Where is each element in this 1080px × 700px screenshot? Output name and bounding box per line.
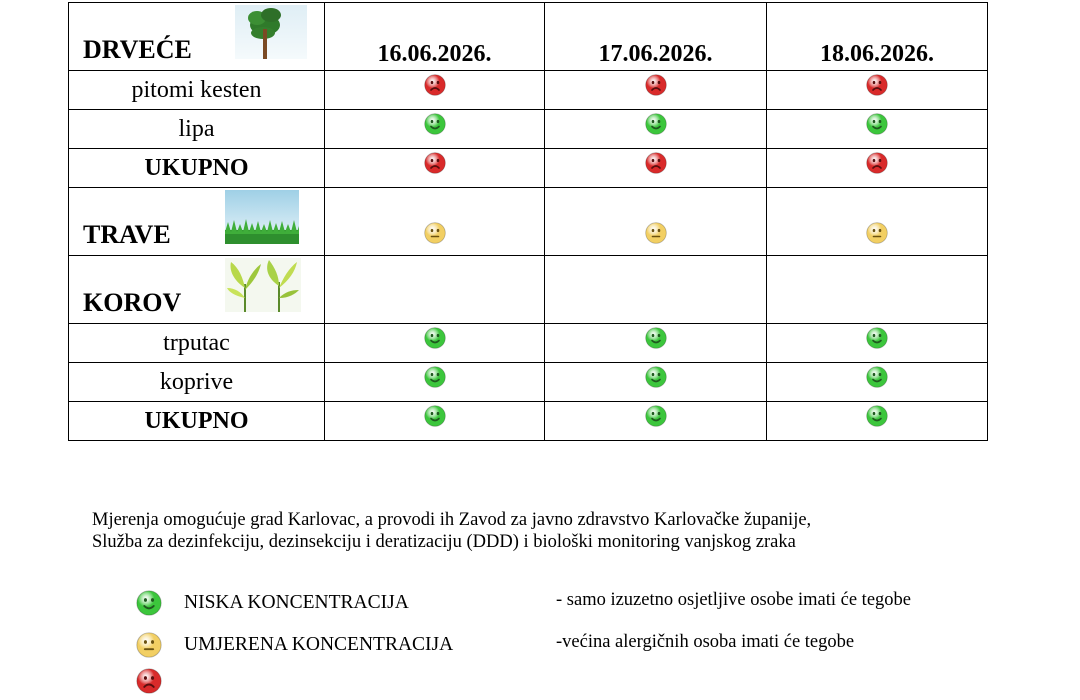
green-smiley-icon [866,366,888,388]
level-cell [545,149,767,188]
total-row-label: UKUPNO [69,402,325,441]
total-row-label: UKUPNO [69,149,325,188]
red-sad-face-icon [136,668,162,694]
pollen-table [68,2,988,441]
plant-row-label: lipa [69,110,325,149]
date-header-3: 18.06.2026. [767,3,988,71]
green-smiley-icon [424,405,446,427]
green-smiley-icon [424,366,446,388]
plant-row-label: koprive [69,363,325,402]
yellow-neutral-face-icon [866,222,888,244]
level-cell [325,71,545,110]
date-header-1: 16.06.2026. [325,3,545,71]
green-smiley-icon [866,405,888,427]
plant-row-label: trputac [69,324,325,363]
green-smiley-icon [645,405,667,427]
level-cell [545,71,767,110]
level-cell [325,363,545,402]
level-cell [767,149,988,188]
level-cell [325,188,545,256]
empty-cell [545,256,767,324]
green-smiley-icon [866,113,888,135]
level-cell [767,188,988,256]
empty-cell [325,256,545,324]
plant-row-label: pitomi kesten [69,71,325,110]
level-cell [767,363,988,402]
note-line-1: Mjerenja omogućuje grad Karlovac, a provodi ih Zavod za javno zdravstvo Karlovačke županije, [92,510,812,530]
legend-description: -većina alergičnih osoba imati će tegobe [556,632,855,652]
red-sad-face-icon [424,74,446,96]
level-cell [767,71,988,110]
level-cell [545,110,767,149]
category-label-trees: DRVEĆE [83,35,192,64]
note-line-2: Služba za dezinfekciju, dezinsekciju i deratizaciju (DDD) i biološki monitoring vanjskog zraka [92,532,796,552]
legend-description: - samo izuzetno osjetljive osobe imati će tegobe [556,590,911,610]
red-sad-face-icon [866,74,888,96]
level-cell [545,188,767,256]
green-smiley-icon [645,113,667,135]
level-cell [325,149,545,188]
category-header-trees [69,3,325,71]
legend-name: UMJERENA KONCENTRACIJA [184,634,454,655]
green-smiley-icon [645,327,667,349]
level-cell [767,110,988,149]
yellow-neutral-face-icon [136,632,162,658]
level-cell [325,324,545,363]
legend-name: NISKA KONCENTRACIJA [184,592,409,613]
level-cell [767,402,988,441]
red-sad-face-icon [866,152,888,174]
category-header-grasses [69,188,325,256]
date-header-2: 17.06.2026. [545,3,767,71]
category-label-grasses: TRAVE [83,220,171,249]
empty-cell [767,256,988,324]
level-cell [325,110,545,149]
yellow-neutral-face-icon [424,222,446,244]
green-smiley-icon [866,327,888,349]
grass-icon [225,190,299,244]
green-smiley-icon [424,327,446,349]
level-cell [767,324,988,363]
yellow-neutral-face-icon [645,222,667,244]
level-cell [545,402,767,441]
tree-icon [235,5,307,59]
category-header-weeds [69,256,325,324]
level-cell [325,402,545,441]
level-cell [545,363,767,402]
green-smiley-icon [424,113,446,135]
green-smiley-icon [136,590,162,616]
green-smiley-icon [645,366,667,388]
red-sad-face-icon [645,152,667,174]
red-sad-face-icon [645,74,667,96]
weed-icon [225,258,301,312]
category-label-weeds: KOROV [83,288,182,317]
level-cell [545,324,767,363]
red-sad-face-icon [424,152,446,174]
measurement-note [92,509,992,553]
